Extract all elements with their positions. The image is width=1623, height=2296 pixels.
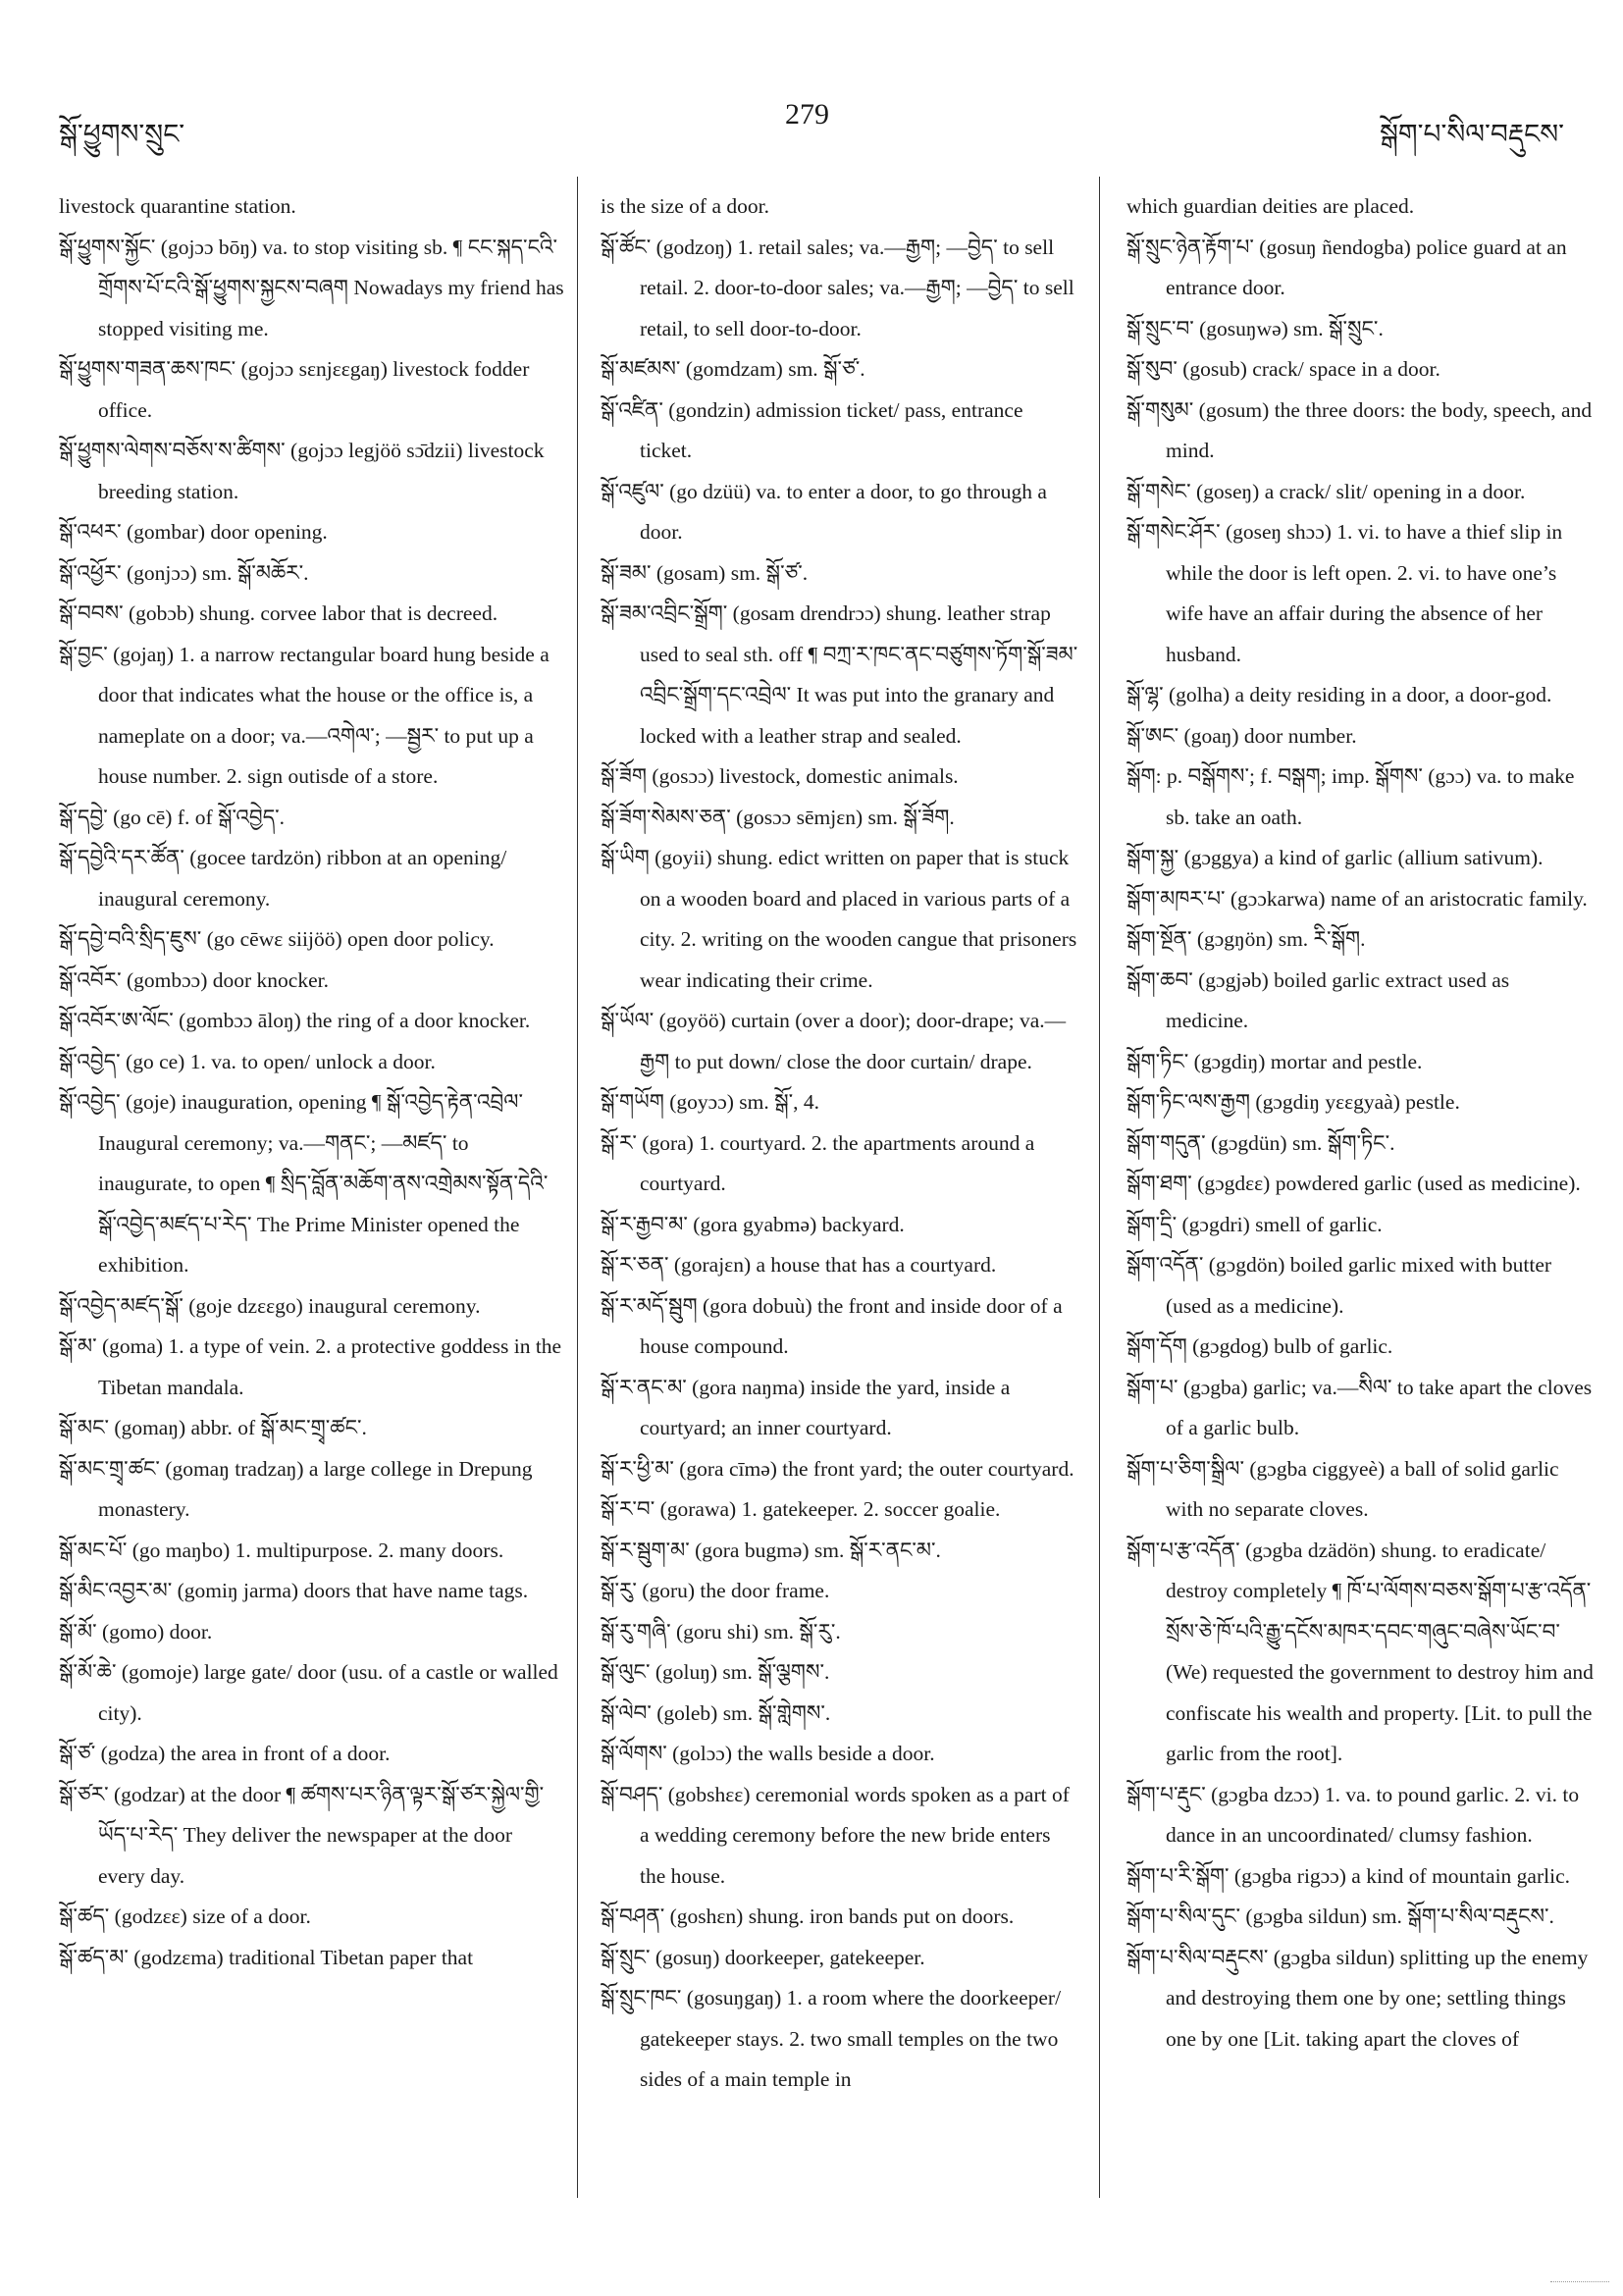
dictionary-entry: སྒོག་སྐྱ་ (gɔggya) a kind of garlic (allium sativum). <box>1126 846 1544 869</box>
dictionary-entry: སྒོ་དབྱེའི་དར་ཚོན་ (gocee tardzön) ribbon at an opening/ inaugural ceremony. <box>59 846 507 911</box>
dictionary-entry: སྒོ་གཡོག (goyɔɔ) sm. སྒོ་, 4. <box>601 1090 820 1114</box>
dictionary-entry: སྒོ་མང་གྲྭ་ཚང་ (gomaŋ tradzaŋ) a large college in Drepung monastery. <box>59 1456 533 1521</box>
dictionary-entry: སྒོ་མོ་ཆེ་ (gomoje) large gate/ door (usu. of a castle or walled city). <box>59 1660 558 1725</box>
page-number: 279 <box>785 98 829 130</box>
dictionary-entry: སྒོ་ར་མདོ་སྦུག (gora dobuù) the front and inside door of a house compound. <box>601 1293 1063 1358</box>
dictionary-entry: སྒོག་ཆབ་ (gɔgjəb) boiled garlic extract used as medicine. <box>1126 967 1510 1032</box>
dictionary-entry: སྒོ་ཚོང་ (godzoŋ) 1. retail sales; va.—རྒྱག; —བྱེད་ to sell retail. 2. door-to-door sales; va.—རྒྱག; —བྱེད་ to sell retail, to sell door-to-door. <box>601 235 1074 340</box>
dictionary-entry: སྒོ་རུ་གཞི་ (goru shi) sm. སྒོ་རུ་. <box>601 1619 841 1644</box>
dictionary-entry: སྒོ་བཤད་ (gobshɛɛ) ceremonial words spoken as a part of a wedding ceremony before the new bride enters the house. <box>601 1782 1070 1888</box>
dictionary-entry: སྒོ་ཟམ་ (gosam) sm. སྒོ་ཙ་. <box>601 560 809 585</box>
dictionary-entry: སྒོག་པ་རི་སྒོག་ (gɔgba rigɔɔ) a kind of mountain garlic. <box>1126 1863 1570 1888</box>
column-3 <box>1126 186 1596 2188</box>
dictionary-entry: སྒོག་པ་སིལ་དུང་ (gɔgba sildun) sm. སྒོག་པ་སིལ་བརྡུངས་. <box>1126 1905 1554 1928</box>
corner-scan-mark <box>1550 2281 1609 2286</box>
dictionary-entry: སྒོ་མོ་ (gomo) door. <box>59 1619 213 1644</box>
dictionary-entry: སྒོ་མཛམས་ (gomdzam) sm. སྒོ་ཙ་. <box>601 357 865 381</box>
dictionary-entry: སྒོག་དོག (gɔgdog) bulb of garlic. <box>1126 1334 1393 1358</box>
dictionary-entry: སྒོག: p. བསྒོགས་; f. བསྒག; imp. སྒོགས་ (gɔɔ) va. to make sb. take an oath. <box>1126 764 1575 829</box>
dictionary-entry: སྒོ་ཨང་ (goaŋ) door number. <box>1126 723 1357 748</box>
dictionary-entry: སྒོ་སྲུང་བ་ (gosuŋwə) sm. སྒོ་སྲུང་. <box>1126 316 1384 340</box>
dictionary-entry: སྒོ་འབོར་ཨ་ལོང་ (gombɔɔ āloŋ) the ring of a door knocker. <box>59 1009 531 1032</box>
dictionary-entry: སྒོག་དྲི་ (gɔgdri) smell of garlic. <box>1126 1212 1383 1236</box>
dictionary-entry: སྒོ་དབྱེ་བའི་སྲིད་ཇུས་ (go cēwɛ siijöö) open door policy. <box>59 927 495 951</box>
dictionary-entry: སྒོ་བཤན་ (goshɛn) shung. iron bands put on doors. <box>601 1905 1015 1928</box>
dictionary-entry: སྒོ་ཟོག (gosɔɔ) livestock, domestic animals. <box>601 764 959 788</box>
dictionary-entry: སྒོ་མང་ (gomaŋ) abbr. of སྒོ་མང་གྲྭ་ཚང་. <box>59 1416 367 1439</box>
dictionary-entry: སྒོ་རུ་ (goru) the door frame. <box>601 1579 830 1602</box>
dictionary-entry: སྒོ་འཕར་ (gombar) door opening. <box>59 520 328 544</box>
dictionary-entry: livestock quarantine station. <box>59 194 296 218</box>
dictionary-entry: སྒོ་འབྱེད་མཛད་སྒོ་ (goje dzɛɛgo) inaugural ceremony. <box>59 1293 481 1318</box>
dictionary-entry: སྒོ་སྲུང་ཉེན་རྟོག་པ་ (gosuŋ ñendogba) police guard at an entrance door. <box>1126 235 1567 299</box>
dictionary-entry: སྒོ་མིང་འབྱར་མ་ (gomiŋ jarma) doors that have name tags. <box>59 1579 529 1602</box>
dictionary-entry: སྒོ་ར་ཕྱི་མ་ (gora cīmə) the front yard; the outer courtyard. <box>601 1456 1074 1481</box>
column-divider <box>1099 177 1100 2198</box>
dictionary-entry: སྒོ་འབྱེད་ (goje) inauguration, opening ¶ སྒོ་འབྱེད་རྟེན་འབྲེལ་ Inaugural ceremony; va.—གནང་; —མཛད་ to inaugurate, to open ¶ སྲིད་བློན་མཆོག་ནས་འགྲེམས་སྟོན་དེའི་སྒོ་འབྱེད་མཛད་པ་རེད་ The Prime Minister opened the exhibition. <box>59 1090 549 1277</box>
dictionary-entry: སྒོ་འཛིན་ (gondzin) admission ticket/ pass, entrance ticket. <box>601 397 1023 462</box>
dictionary-entry: སྒོ་འཕྱོར་ (gonjɔɔ) sm. སྒོ་མཆོར་. <box>59 560 309 585</box>
dictionary-entry: སྒོ་ཙར་ (godzar) at the door ¶ ཚགས་པར་ཉིན་ལྟར་སྒོ་ཙར་སྐྱེལ་གྱི་ཡོད་པ་རེད་ They deliver the newspaper at the door every day. <box>59 1782 545 1888</box>
dictionary-entry: སྒོག་སྔོན་ (gɔgŋön) sm. རི་སྒོག. <box>1126 927 1366 951</box>
dictionary-entry: སྒོ་ལེབ་ (goleb) sm. སྒོ་གླེགས་. <box>601 1700 831 1725</box>
dictionary-entry: སྒོ་གསེང་ཤོར་ (goseŋ shɔɔ) 1. vi. to have a thief slip in while the door is left open. 2. vi. to have one’s wife have an affair during the absence of her husband. <box>1126 520 1563 666</box>
dictionary-entry: སྒོ་ལོགས་ (golɔɔ) the walls beside a door. <box>601 1742 935 1765</box>
dictionary-entry: སྒོ་འབོར་ (gombɔɔ) door knocker. <box>59 967 329 992</box>
dictionary-entry: སྒོ་ར་ཅན་ (gorajɛn) a house that has a courtyard. <box>601 1253 997 1277</box>
dictionary-entry: སྒོ་ཡིག (goyii) shung. edict written on paper that is stuck on a wooden board and placed in various parts of a city. 2. writing on the wooden cangue that prisoners wear indicating their crime. <box>601 846 1077 992</box>
dictionary-entry: སྒོ་འཛུལ་ (go dzüü) va. to enter a door, to go through a door. <box>601 479 1047 544</box>
dictionary-entry: སྒོ་ཕྱུགས་གཟན་ཆས་ཁང་ (gojɔɔ sɛnjɛɛgaŋ) livestock fodder office. <box>59 357 530 422</box>
header-left-guideword: སྒོ་ཕྱུགས་སྲུང་ <box>59 120 185 150</box>
dictionary-entry: སྒོག་པ་ཅིག་སྒྲིལ་ (gɔgba ciggyeè) a ball of solid garlic with no separate cloves. <box>1126 1456 1559 1521</box>
dictionary-entry: is the size of a door. <box>601 194 769 218</box>
dictionary-entry: སྒོ་ཕྱུགས་ལེགས་བཅོས་ས་ཚིགས་ (gojɔɔ legjöö sɔ̄dzii) livestock breeding station. <box>59 439 545 503</box>
dictionary-entry: སྒོག་ཐག་ (gɔgdɛɛ) powdered garlic (used as medicine). <box>1126 1172 1581 1195</box>
column-2 <box>601 186 1079 2188</box>
dictionary-entry: སྒོ་འབྱེད་ (go ce) 1. va. to open/ unlock a door. <box>59 1049 436 1073</box>
dictionary-entry: སྒོ་ལྷ་ (golha) a deity residing in a door, a door-god. <box>1126 683 1552 706</box>
dictionary-entry: སྒོག་གདུན་ (gɔgdün) sm. སྒོག་ཏིང་. <box>1126 1130 1395 1155</box>
dictionary-entry: སྒོག་པ་ (gɔgba) garlic; va.—སིལ་ to take apart the cloves of a garlic bulb. <box>1126 1375 1593 1439</box>
dictionary-entry: སྒོ་ཟོག་སེམས་ཅན་ (gosɔɔ sēmjɛn) sm. སྒོ་ཟོག. <box>601 805 955 829</box>
column-divider <box>577 177 578 2198</box>
dictionary-entry: སྒོག་ཏིང་ (gɔgdiŋ) mortar and pestle. <box>1126 1049 1423 1073</box>
dictionary-entry: སྒོག་པ་རྡུང་ (gɔgba dzɔɔ) 1. va. to pound garlic. 2. vi. to dance in an uncoordinated/ clumsy fashion. <box>1126 1782 1580 1847</box>
dictionary-entry: སྒོ་ར་ (gora) 1. courtyard. 2. the apartments around a courtyard. <box>601 1130 1035 1195</box>
dictionary-entry: སྒོ་བྱང་ (gojaŋ) 1. a narrow rectangular board hung beside a door that indicates what the house or the office is, a nameplate on a door; va.—འགེལ་; —སྦྱར་ to put up a house number. 2. sign outisde of a store. <box>59 642 550 788</box>
dictionary-entry: སྒོ་མང་པོ་ (go maŋbo) 1. multipurpose. 2. many doors. <box>59 1538 504 1562</box>
header-right-guideword: སྒོག་པ་སིལ་བརྡུངས་ <box>1380 120 1564 150</box>
dictionary-entry: སྒོག་ཏིང་ལས་རྒྱག (gɔgdiŋ yɛɛgyaà) pestle. <box>1126 1090 1460 1114</box>
dictionary-entry: སྒོ་ཚད་མ་ (godzɛma) traditional Tibetan paper that <box>59 1945 474 1969</box>
dictionary-entry: སྒོ་ཡོལ་ (goyöö) curtain (over a door); door-drape; va.—རྒྱག to put down/ close the door curtain/ drape. <box>601 1009 1067 1073</box>
dictionary-entry: སྒོ་ཚད་ (godzɛɛ) size of a door. <box>59 1905 311 1928</box>
column-1 <box>59 186 564 2188</box>
dictionary-entry: སྒོ་སུབ་ (gosub) crack/ space in a door. <box>1126 357 1440 381</box>
dictionary-entry: སྒོ་ར་རྒྱབ་མ་ (gora gyabmə) backyard. <box>601 1212 905 1236</box>
dictionary-entry: སྒོ་ལུང་ (goluŋ) sm. སྒོ་ལྕགས་. <box>601 1660 830 1684</box>
dictionary-entry: སྒོ་ར་ནང་མ་ (gora naŋma) inside the yard, inside a courtyard; an inner courtyard. <box>601 1375 1011 1439</box>
dictionary-entry: སྒོ་དབྱེ་ (go cē) f. of སྒོ་འབྱེད་. <box>59 805 286 829</box>
dictionary-entry: སྒོ་གསེང་ (goseŋ) a crack/ slit/ opening in a door. <box>1126 479 1526 503</box>
dictionary-entry: སྒོ་གསུམ་ (gosum) the three doors: the body, speech, and mind. <box>1126 397 1593 462</box>
dictionary-entry: སྒོ་ཙ་ (godza) the area in front of a door. <box>59 1742 391 1765</box>
dictionary-entry: སྒོག་མཁར་པ་ (gɔɔkarwa) name of an aristocratic family. <box>1126 886 1588 911</box>
dictionary-entry: སྒོ་ར་བ་ (gorawa) 1. gatekeeper. 2. soccer goalie. <box>601 1497 1001 1521</box>
dictionary-entry: སྒོ་བབས་ (gobɔb) shung. corvee labor that is decreed. <box>59 601 498 625</box>
dictionary-entry: སྒོ་སྲུང་ཁང་ (gosuŋgaŋ) 1. a room where the doorkeeper/ gatekeeper stays. 2. two small temples on the two sides of a main temple in <box>601 1986 1062 2091</box>
dictionary-entry: སྒོ་ར་སྦུག་མ་ (gora bugmə) sm. སྒོ་ར་ནང་མ་. <box>601 1538 941 1562</box>
dictionary-entry: སྒོག་པ་སིལ་བརྡུངས་ (gɔgba sildun) splitting up the enemy and destroying them one by one; settling things one by one [Lit. taking apart the cloves of <box>1126 1945 1589 2051</box>
dictionary-entry: which guardian deities are placed. <box>1126 194 1415 218</box>
dictionary-entry: སྒོ་མ་ (goma) 1. a type of vein. 2. a protective goddess in the Tibetan mandala. <box>59 1334 562 1399</box>
dictionary-entry: སྒོ་ཕྱུགས་སྐྱོང་ (gojɔɔ bōŋ) va. to stop visiting sb. ¶ ངང་སྐད་ངའི་གྲོགས་པོ་ངའི་སྒོ་ཕྱུགས་སྐྱངས་བཞག Nowadays my friend has stopped visiting me. <box>59 235 564 340</box>
dictionary-entry: སྒོག་འདོན་ (gɔgdön) boiled garlic mixed with butter (used as a medicine). <box>1126 1253 1552 1318</box>
dictionary-entry: སྒོག་པ་རྩ་འདོན་ (gɔgba dzädön) shung. to eradicate/ destroy completely ¶ ཁོ་པ་ལོགས་བཅས་སྒོག་པ་རྩ་འདོན་སྲོས་ཅེ་ཁོ་པའི་རྒྱུ་དངོས་མཁར་དབང་གཞུང་བཞེས་ཡོང་བ་ (We) requested the government to destroy him and confiscate his wealth and property. [Lit. to pull the garlic from the root]. <box>1126 1538 1594 1765</box>
dictionary-entry: སྒོ་ཟམ་འབྲིང་སྒྲོག་ (gosam drendrɔɔ) shung. leather strap used to seal sth. off ¶ བཀྲ་ར་ཁང་ནང་བཙུགས་ཏོག་སྒོ་ཟམ་འབྲིང་སྒྲོག་དང་འབྲེལ་ It was put into the granary and locked with a leather strap and sealed. <box>601 601 1078 748</box>
dictionary-entry: སྒོ་སྲུང་ (gosuŋ) doorkeeper, gatekeeper. <box>601 1945 925 1969</box>
